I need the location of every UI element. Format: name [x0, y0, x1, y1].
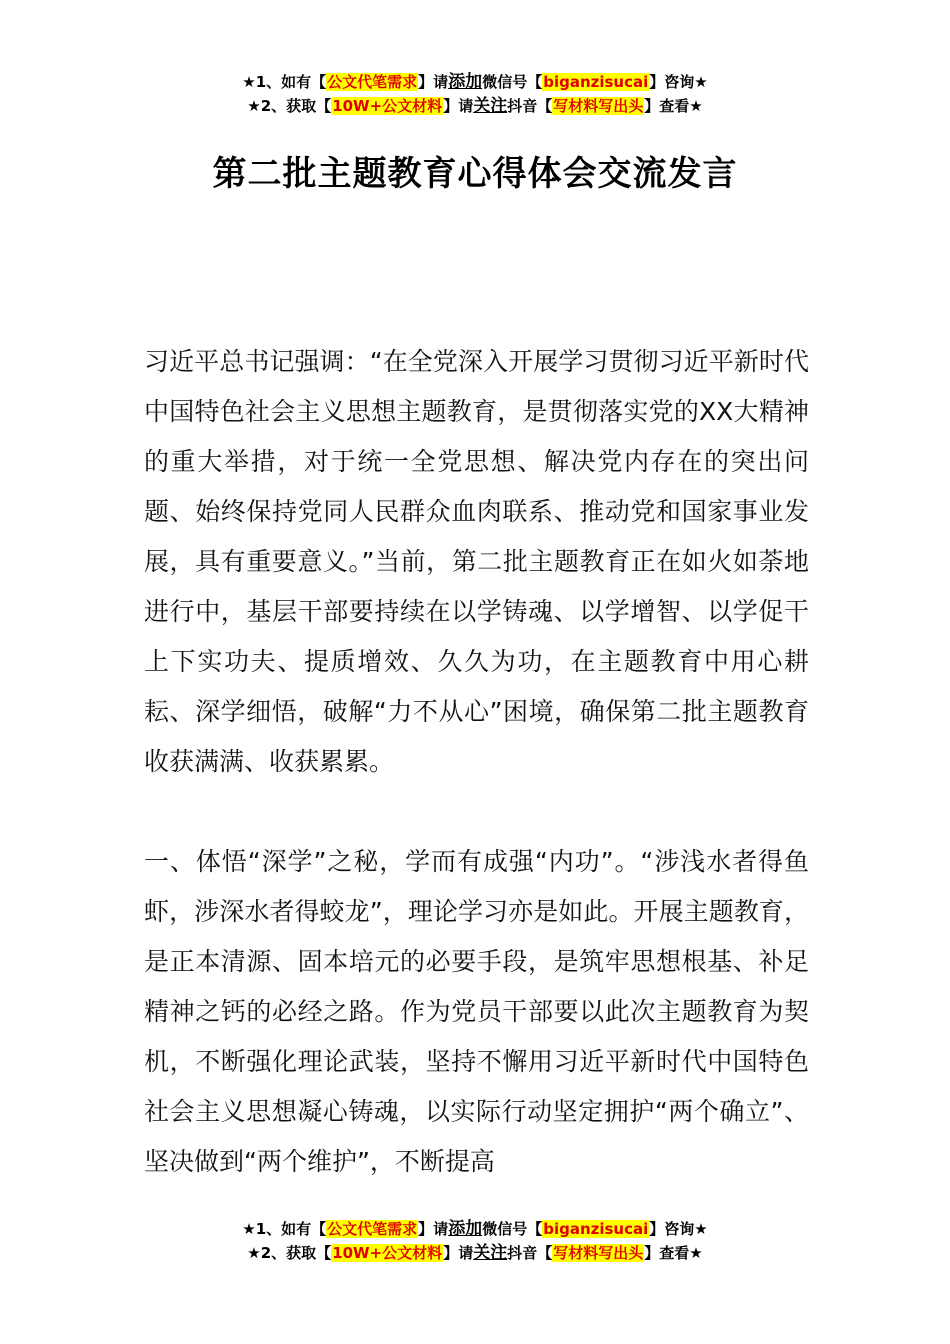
promo-line-2: [0, 1241, 950, 1265]
promo-text: 】咨询★: [649, 73, 708, 91]
promo-text: ★1、如有【: [242, 1220, 327, 1238]
promo-text: 】请: [418, 1220, 449, 1238]
promo-line-1: [0, 1217, 950, 1241]
promo-highlight: 10W+公文材料: [332, 1244, 443, 1262]
promo-text: 】请: [418, 73, 449, 91]
promo-text: 】请: [443, 1244, 474, 1262]
promo-line-2: [0, 94, 950, 118]
promo-emphasis: 添加: [448, 1219, 483, 1239]
body-paragraph-1: 习近平总书记强调：“在全党深入开展学习贯彻习近平新时代中国特色社会主义思想主题教育，是贯彻落实党的XX大精神的重大举措，对于统一全党思想、解决党内存在的突出问题、始终保持党同人民群众血肉联系、推动党和国家事业发展，具有重要意义。”当前，第二批主题教育正在如火如荼地进行中，基层干部要持续在以学铸魂、以学增智、以学促干上下实功夫、提质增效、久久为功，在主题教育中用心耕耘、深学细悟，破解“力不从心”困境，确保第二批主题教育收获满满、收获累累。: [144, 347, 809, 776]
promo-text: 微信号【: [482, 1220, 543, 1238]
promo-highlight: 公文代笔需求: [327, 73, 418, 91]
promo-text: 】查看★: [644, 97, 703, 115]
promo-line-1: [0, 70, 950, 94]
promo-emphasis: 关注: [473, 96, 508, 116]
promo-text: 】请: [443, 97, 474, 115]
promo-highlight: 写材料写出头: [553, 1244, 644, 1262]
promo-text: ★1、如有【: [242, 73, 327, 91]
promo-text: ★2、获取【: [247, 97, 332, 115]
promo-text: ★2、获取【: [247, 1244, 332, 1262]
body-paragraph-2: 一、体悟“深学”之秘，学而有成强“内功”。“涉浅水者得鱼虾，涉深水者得蛟龙”，理论学习亦是如此。开展主题教育，是正本清源、固本培元的必要手段，是筑牢思想根基、补足精神之钙的必经之路。作为党员干部要以此次主题教育为契机，不断强化理论武装，坚持不懈用习近平新时代中国特色社会主义思想凝心铸魂，以实际行动坚定拥护“两个确立”、坚决做到“两个维护”，不断提高: [144, 847, 809, 1176]
promo-highlight: 写材料写出头: [553, 97, 644, 115]
promo-highlight: 10W+公文材料: [332, 97, 443, 115]
promo-emphasis: 关注: [473, 1243, 508, 1263]
promo-text: 微信号【: [482, 73, 543, 91]
promo-text: 抖音【: [507, 1244, 553, 1262]
promo-banner-bottom: [0, 1217, 950, 1265]
document-title: 第二批主题教育心得体会交流发言: [212, 154, 738, 194]
promo-text: 】咨询★: [649, 1220, 708, 1238]
promo-banner-top: [0, 70, 950, 118]
promo-highlight: biganzisucai: [543, 73, 649, 91]
promo-highlight: 公文代笔需求: [327, 1220, 418, 1238]
promo-emphasis: 添加: [448, 72, 483, 92]
promo-text: 】查看★: [644, 1244, 703, 1262]
promo-highlight: biganzisucai: [543, 1220, 649, 1238]
promo-text: 抖音【: [507, 97, 553, 115]
